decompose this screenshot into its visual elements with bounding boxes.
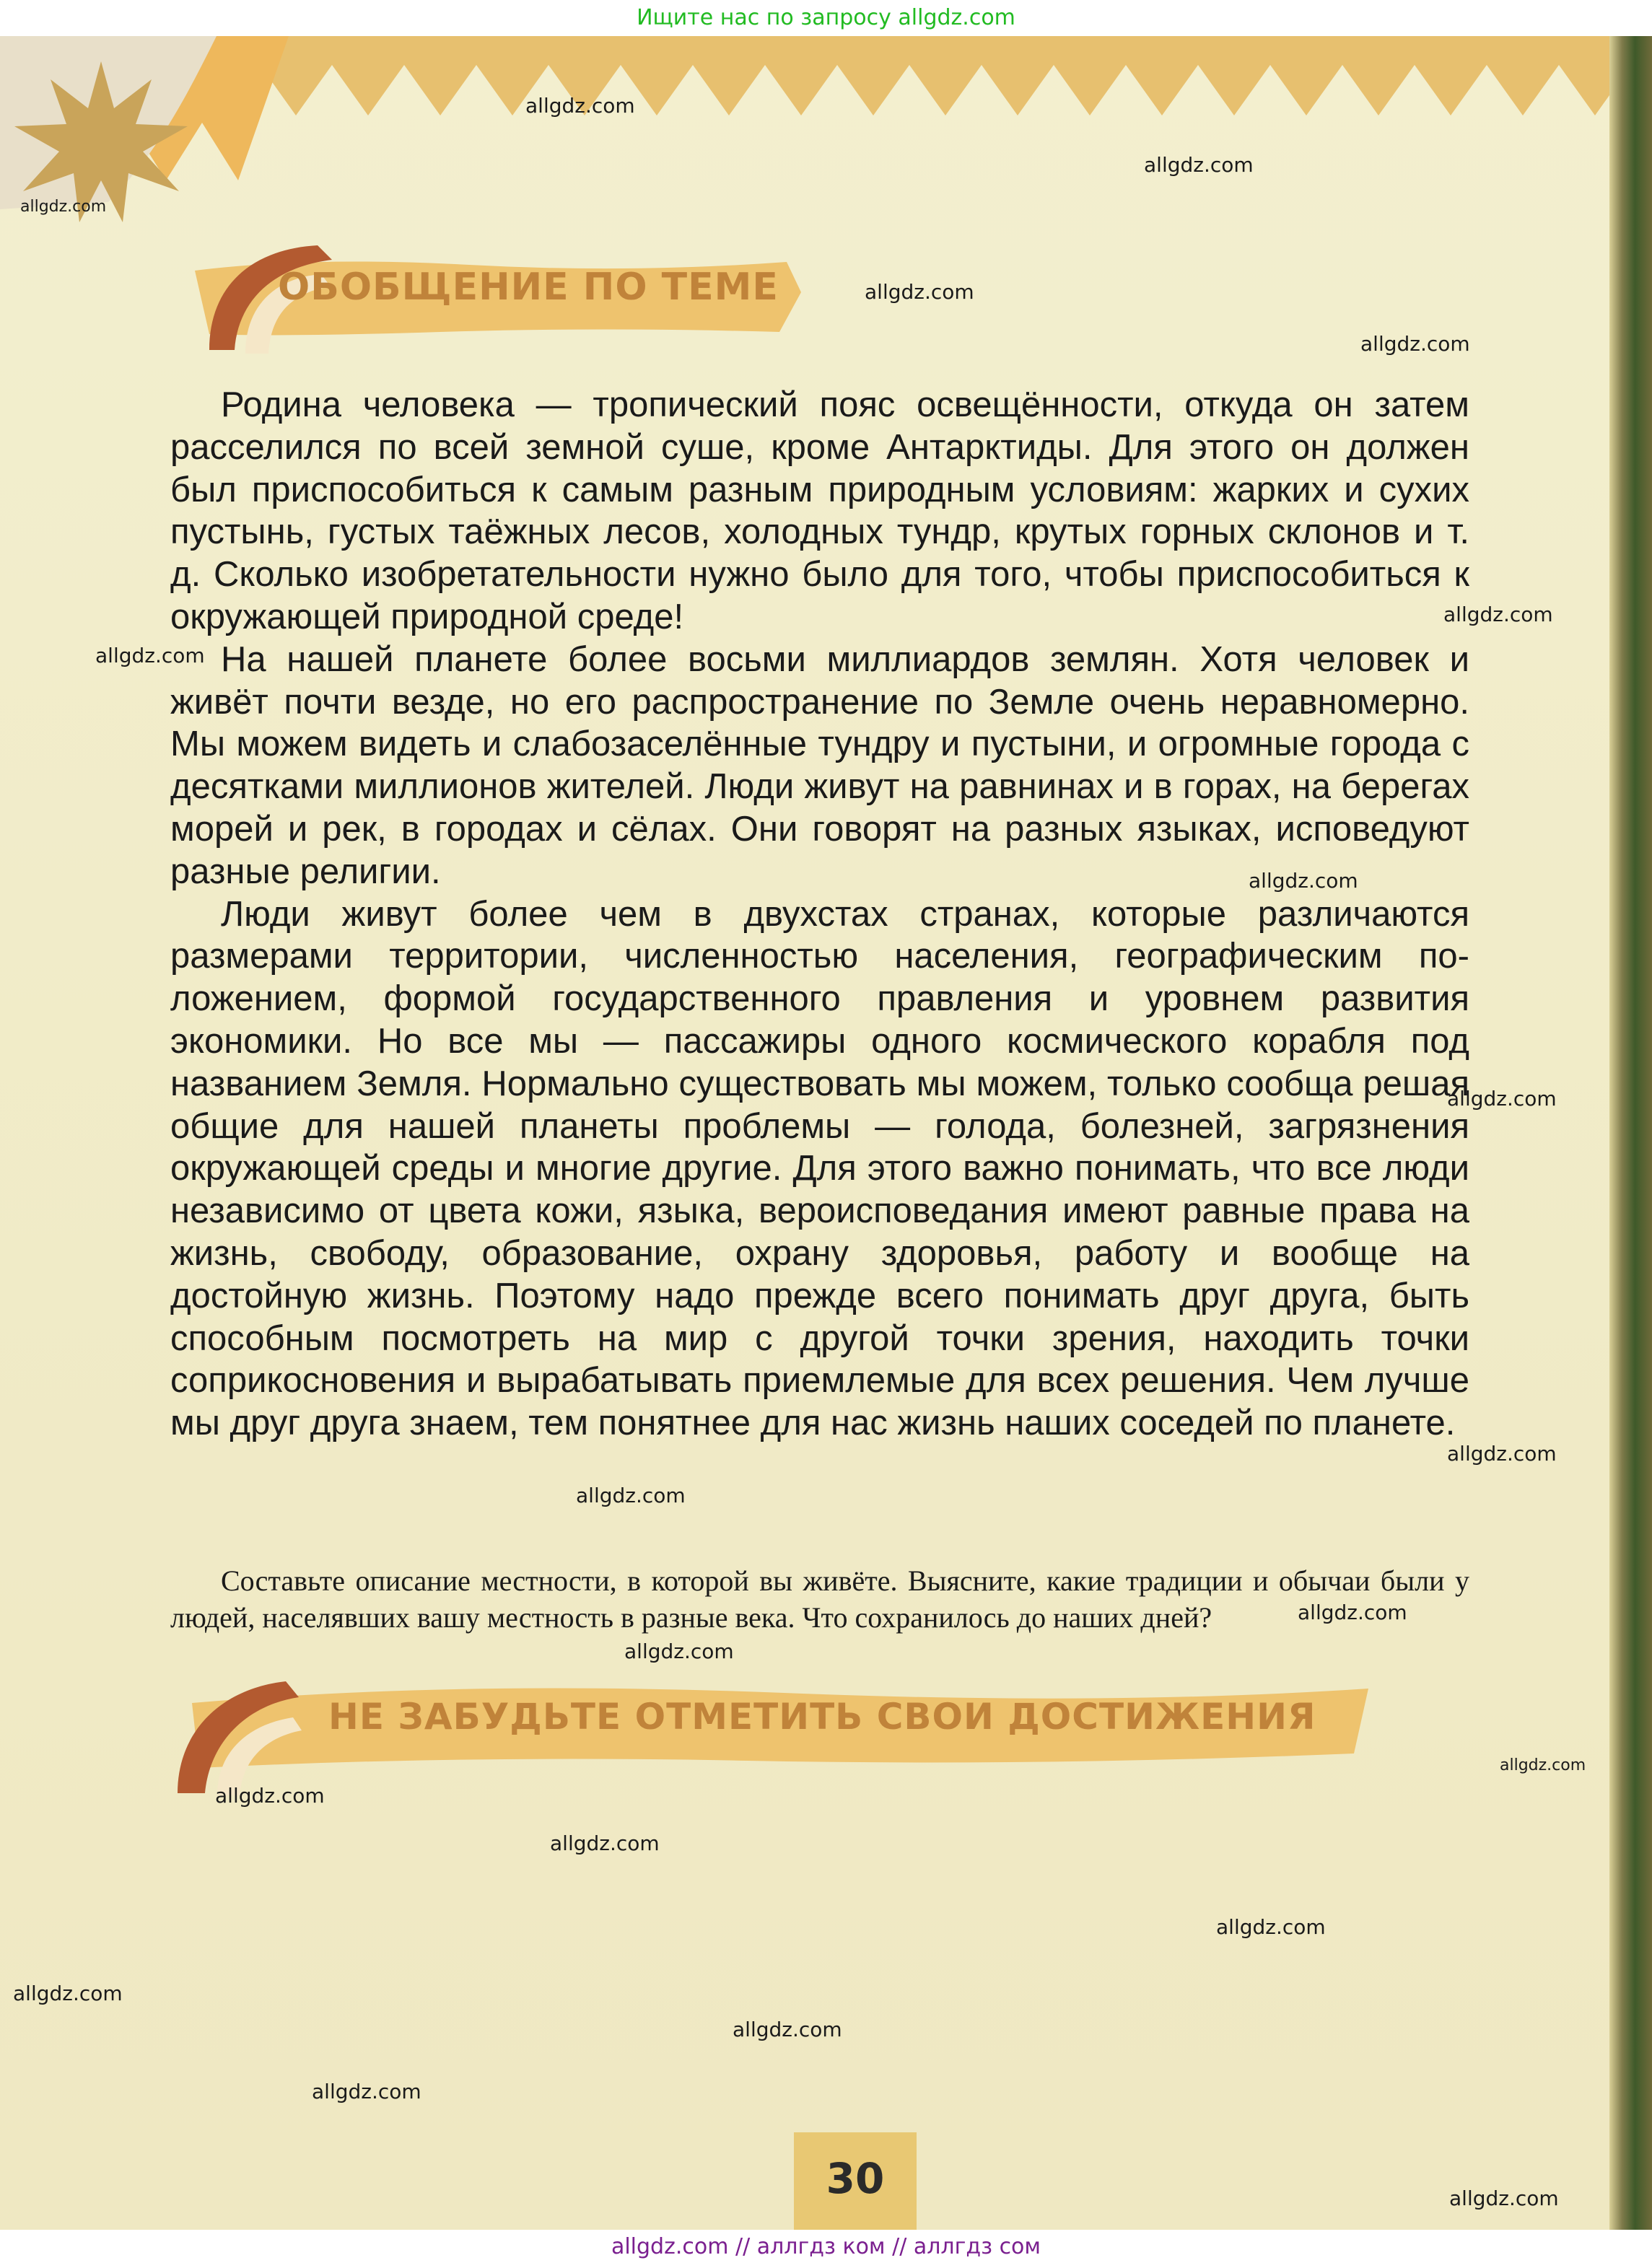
watermark: allgdz.com: [624, 1639, 734, 1663]
watermark: allgdz.com: [1447, 1442, 1557, 1466]
watermark: allgdz.com: [550, 1831, 660, 1855]
summary-header: ОБОБЩЕНИЕ ПО ТЕМЕ: [278, 266, 779, 309]
watermark: allgdz.com: [1216, 1915, 1326, 1939]
page-number: 30: [826, 2154, 885, 2203]
page-edge-shadow: [1609, 36, 1652, 2230]
watermark: allgdz.com: [1249, 869, 1358, 893]
watermark: allgdz.com: [1443, 603, 1553, 626]
watermark: allgdz.com: [13, 1982, 123, 2005]
watermark: allgdz.com: [20, 198, 107, 216]
zigzag-border-decoration: [0, 36, 1631, 209]
watermark: allgdz.com: [215, 1784, 325, 1808]
watermark: allgdz.com: [1447, 1087, 1557, 1111]
task-paragraph: Составьте описание местности, в которой вы живёте. Выясните, какие традиции и обычаи были у людей, населявших вашу местность в разные века. Что сохранилось до наших дней?: [170, 1564, 1469, 1634]
top-ad-banner[interactable]: Ищите нас по запросу allgdz.com: [0, 0, 1652, 36]
watermark: allgdz.com: [1298, 1601, 1407, 1624]
watermark: allgdz.com: [95, 644, 205, 667]
watermark: allgdz.com: [865, 280, 974, 304]
watermark: allgdz.com: [1360, 332, 1470, 356]
summary-body: [170, 384, 1469, 1445]
watermark: allgdz.com: [1144, 153, 1254, 177]
watermark: allgdz.com: [733, 2018, 842, 2041]
paragraph-3: Люди живут более чем в двухстах странах, которые различаются размерами территории, численностью населения, географическим положением, формой государственного правления и уровнем развития экономики. Но все мы — пассажиры одного космического корабля под названием Земля. Нормально существовать мы можем, только сообща решая общие для нашей планеты проблемы — голода, болезней, загрязнения окружающей среды и многие другие. Для этого важно понимать, что все люди независимо от цвета кожи, языка, вероисповедания имеют равные права на жизнь, свободу, образование, охрану здоровья, работу и вообще на достойную жизнь. Поэтому надо прежде всего понимать друг друга, быть способным посмотреть на мир с другой точки зрения, находить точки соприкосновения и вырабатывать приемлемые для всех решения. Чем лучше мы друг друга знаем, тем понятнее для нас жизнь наших соседей по планете.: [170, 894, 1469, 1443]
watermark: allgdz.com: [1500, 1756, 1586, 1774]
paragraph-1: Родина человека — тропический пояс освещённости, откуда он затем расселился по всей земной суше, кроме Антарктиды. Для этого он должен был приспособиться к самым разным природным условиям: жарких и сухих пустынь, густых таёжных лесов, холодных тундр, крутых горных склонов и т. д. Сколько изобретательности нужно было для того, чтобы приспособиться к окружающей природной среде!: [170, 385, 1469, 636]
watermark: allgdz.com: [576, 1484, 686, 1507]
watermark: allgdz.com: [1449, 2186, 1559, 2210]
textbook-page: [0, 36, 1631, 2230]
bottom-site-banner[interactable]: allgdz.com // аллгдз ком // аллгдз сом: [0, 2230, 1652, 2268]
watermark: allgdz.com: [525, 94, 635, 118]
task-block: [170, 1562, 1469, 1636]
achievements-header: НЕ ЗАБУДЬТЕ ОТМЕТИТЬ СВОИ ДОСТИЖЕНИЯ: [328, 1696, 1316, 1738]
paragraph-2: На нашей планете более восьми миллиардов землян. Хотя человек и живёт почти везде, но его распространение по Земле очень неравномерно. Мы можем видеть и слабозаселённые тундру и пустыни, и огромные города с десятками миллионов жителей. Люди живут на равнинах и в горах, на берегах морей и рек, в городах и сёлах. Они говорят на разных языках, исповедуют разные религии.: [170, 639, 1469, 891]
watermark: allgdz.com: [312, 2080, 421, 2103]
